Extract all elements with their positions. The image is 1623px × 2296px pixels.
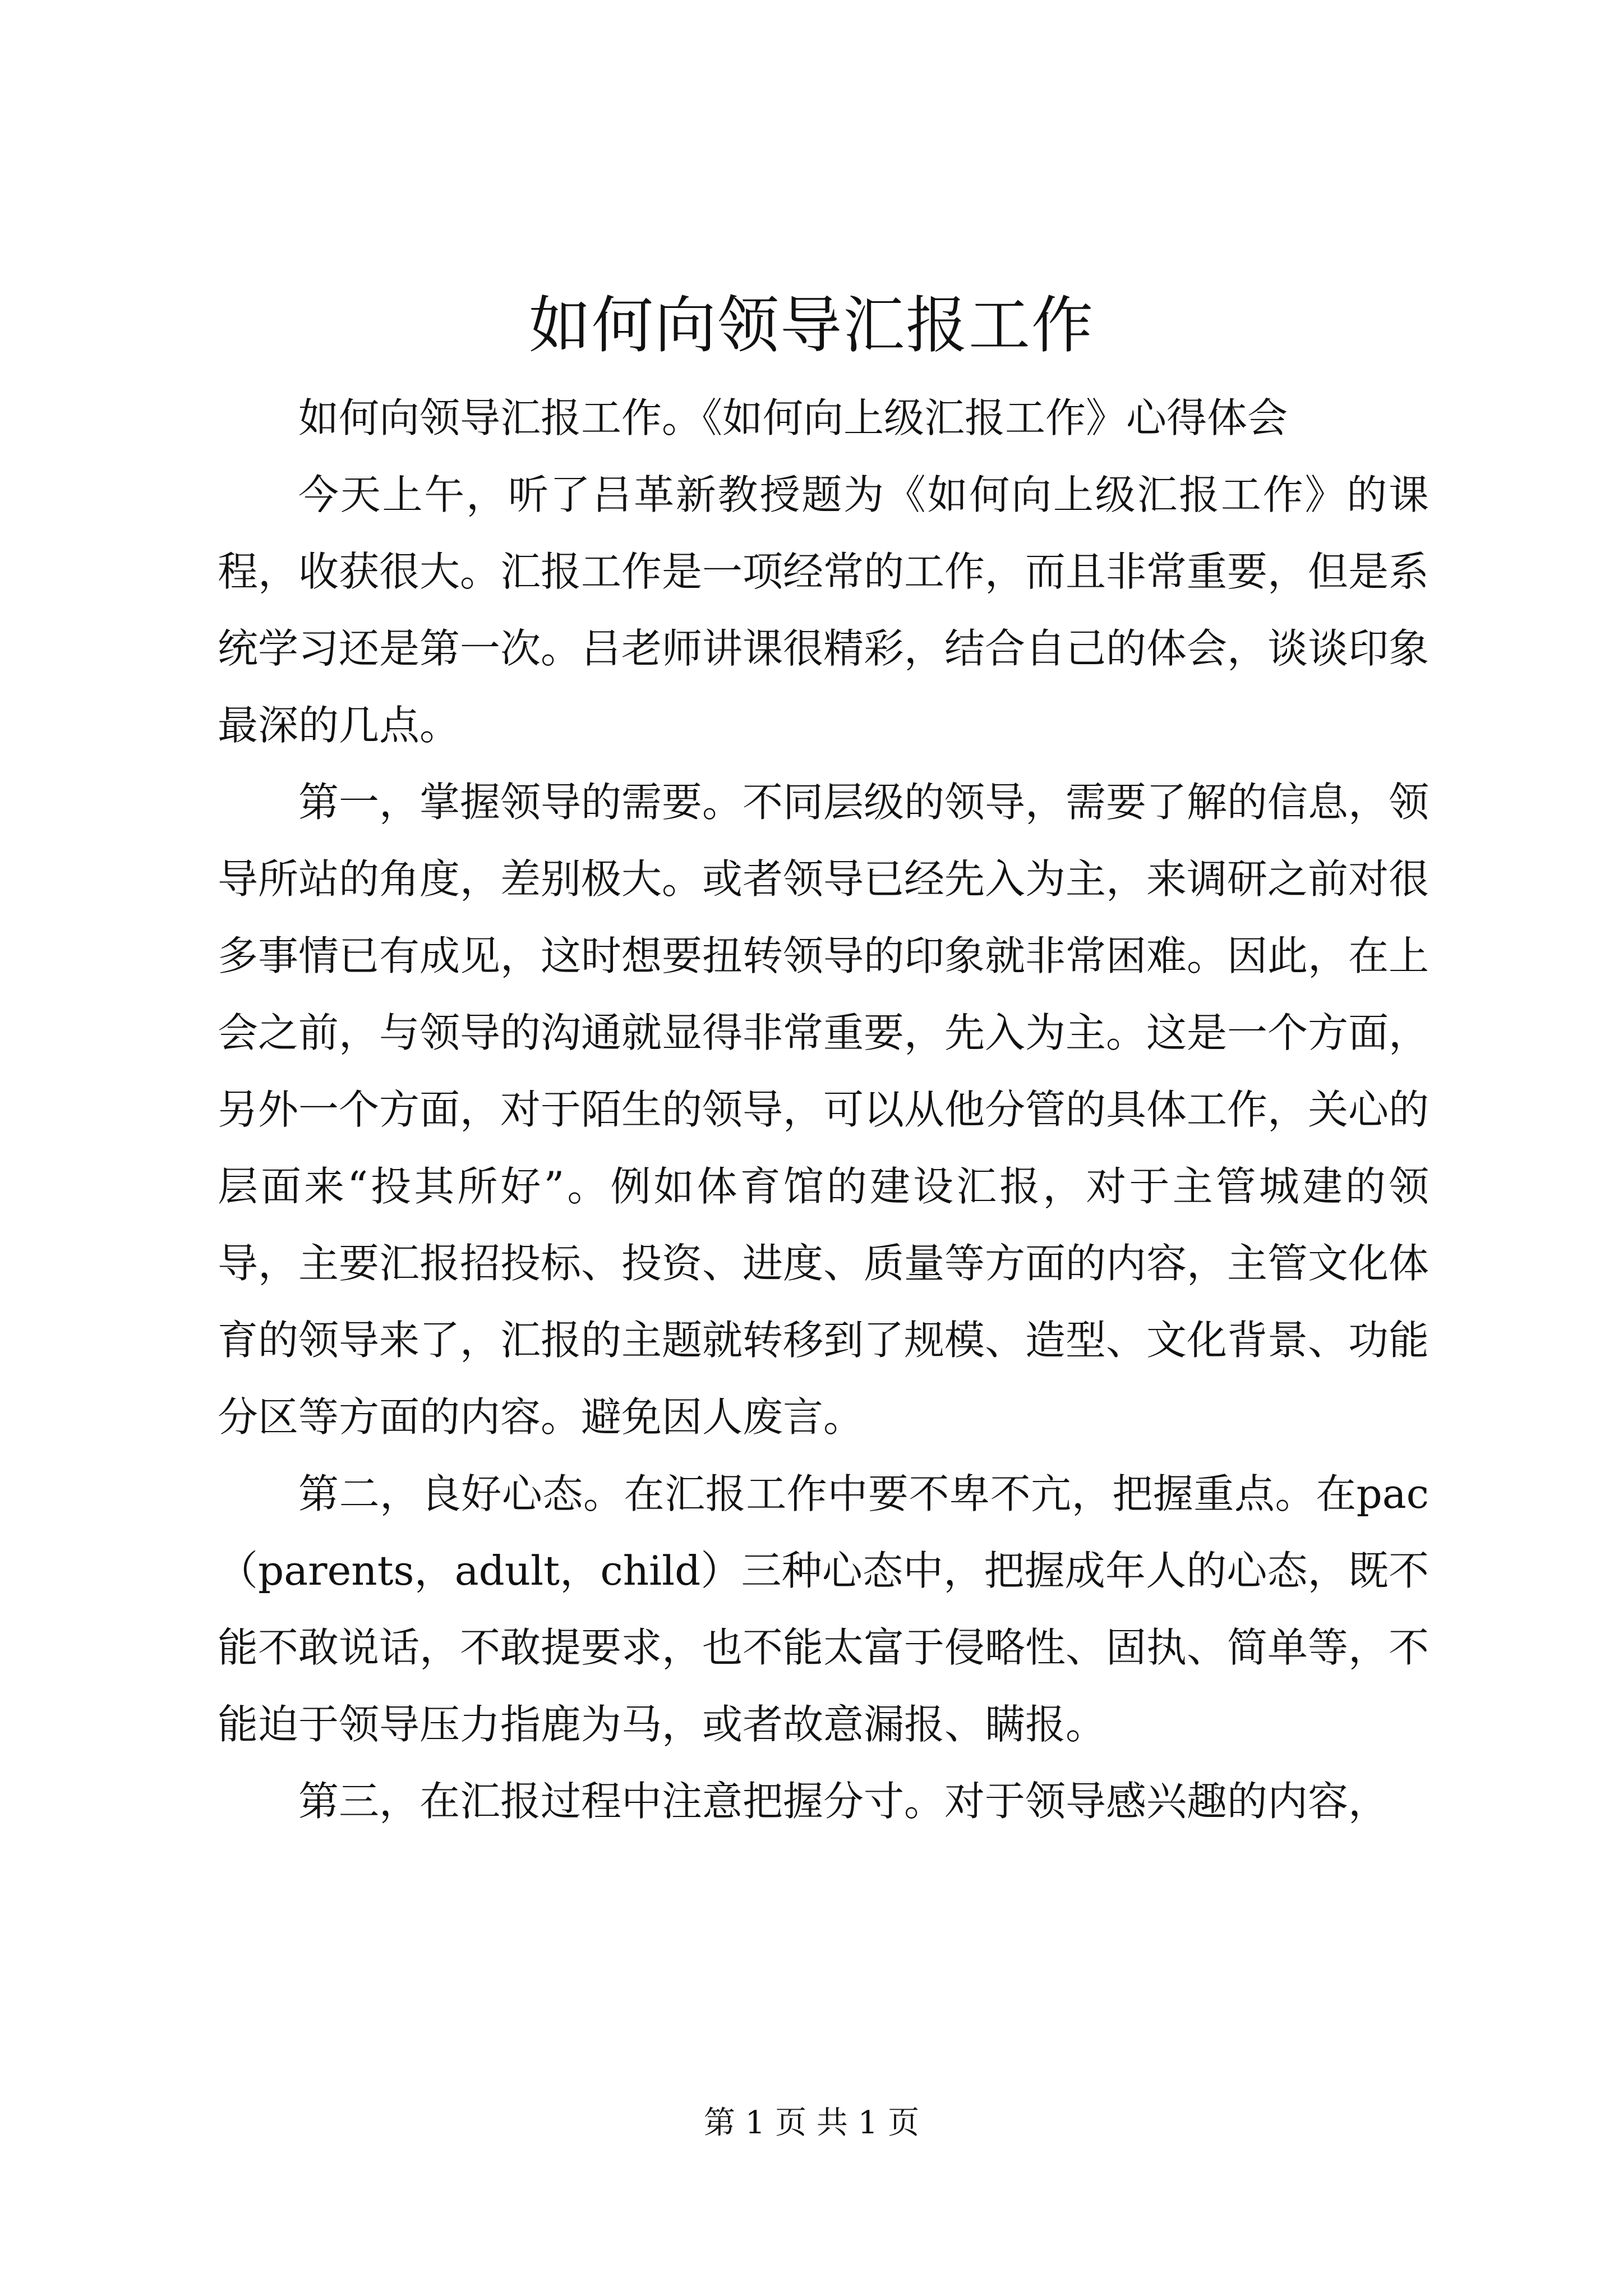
page-footer: 第 1 页 共 1 页 bbox=[703, 2105, 920, 2141]
paragraph-point-3: 第三，在汇报过程中注意把握分寸。对于领导感兴趣的内容， bbox=[298, 1778, 1389, 1825]
paragraph-subtitle: 如何向领导汇报工作。《如何向上级汇报工作》心得体会 bbox=[298, 394, 1288, 441]
paragraph-point-1: 第一，掌握领导的需要。不同层级的领导，需要了解的信息，领导所站的角度，差别极大。或者领导已经先入为主，来调研之前对很多事情已有成见，这时想要扭转领导的印象就非常困难。因此，在上会之前，与领导的沟通就显得非常重要，先入为主。这是一个方面，另外一个方面，对于陌生的领导，可以从他分管的具体工作，关心的层面来“投其所好”。例如体育馆的建设汇报，对于主管城建的领导，主要汇报招投标、投资、进度、质量等方面的内容，主管文化体育的领导来了，汇报的主题就转移到了规模、造型、文化背景、功能分区等方面的内容。避免因人废言。 bbox=[218, 779, 1430, 1441]
paragraph-point-2: 第二，良好心态。在汇报工作中要不卑不亢，把握重点。在pac（parents，adult，child）三种心态中，把握成年人的心态，既不能不敢说话，不敢提要求，也不能太富于侵略性、固执、简单等，不能迫于领导压力指鹿为马，或者故意漏报、瞒报。 bbox=[218, 1470, 1430, 1748]
document-title: 如何向领导汇报工作 bbox=[529, 289, 1094, 361]
document-body bbox=[218, 380, 1429, 1840]
paragraph-intro: 今天上午，听了吕革新教授题为《如何向上级汇报工作》的课程，收获很大。汇报工作是一项经常的工作，而且非常重要，但是系统学习还是第一次。吕老师讲课很精彩，结合自己的体会，谈谈印象最深的几点。 bbox=[218, 471, 1430, 749]
